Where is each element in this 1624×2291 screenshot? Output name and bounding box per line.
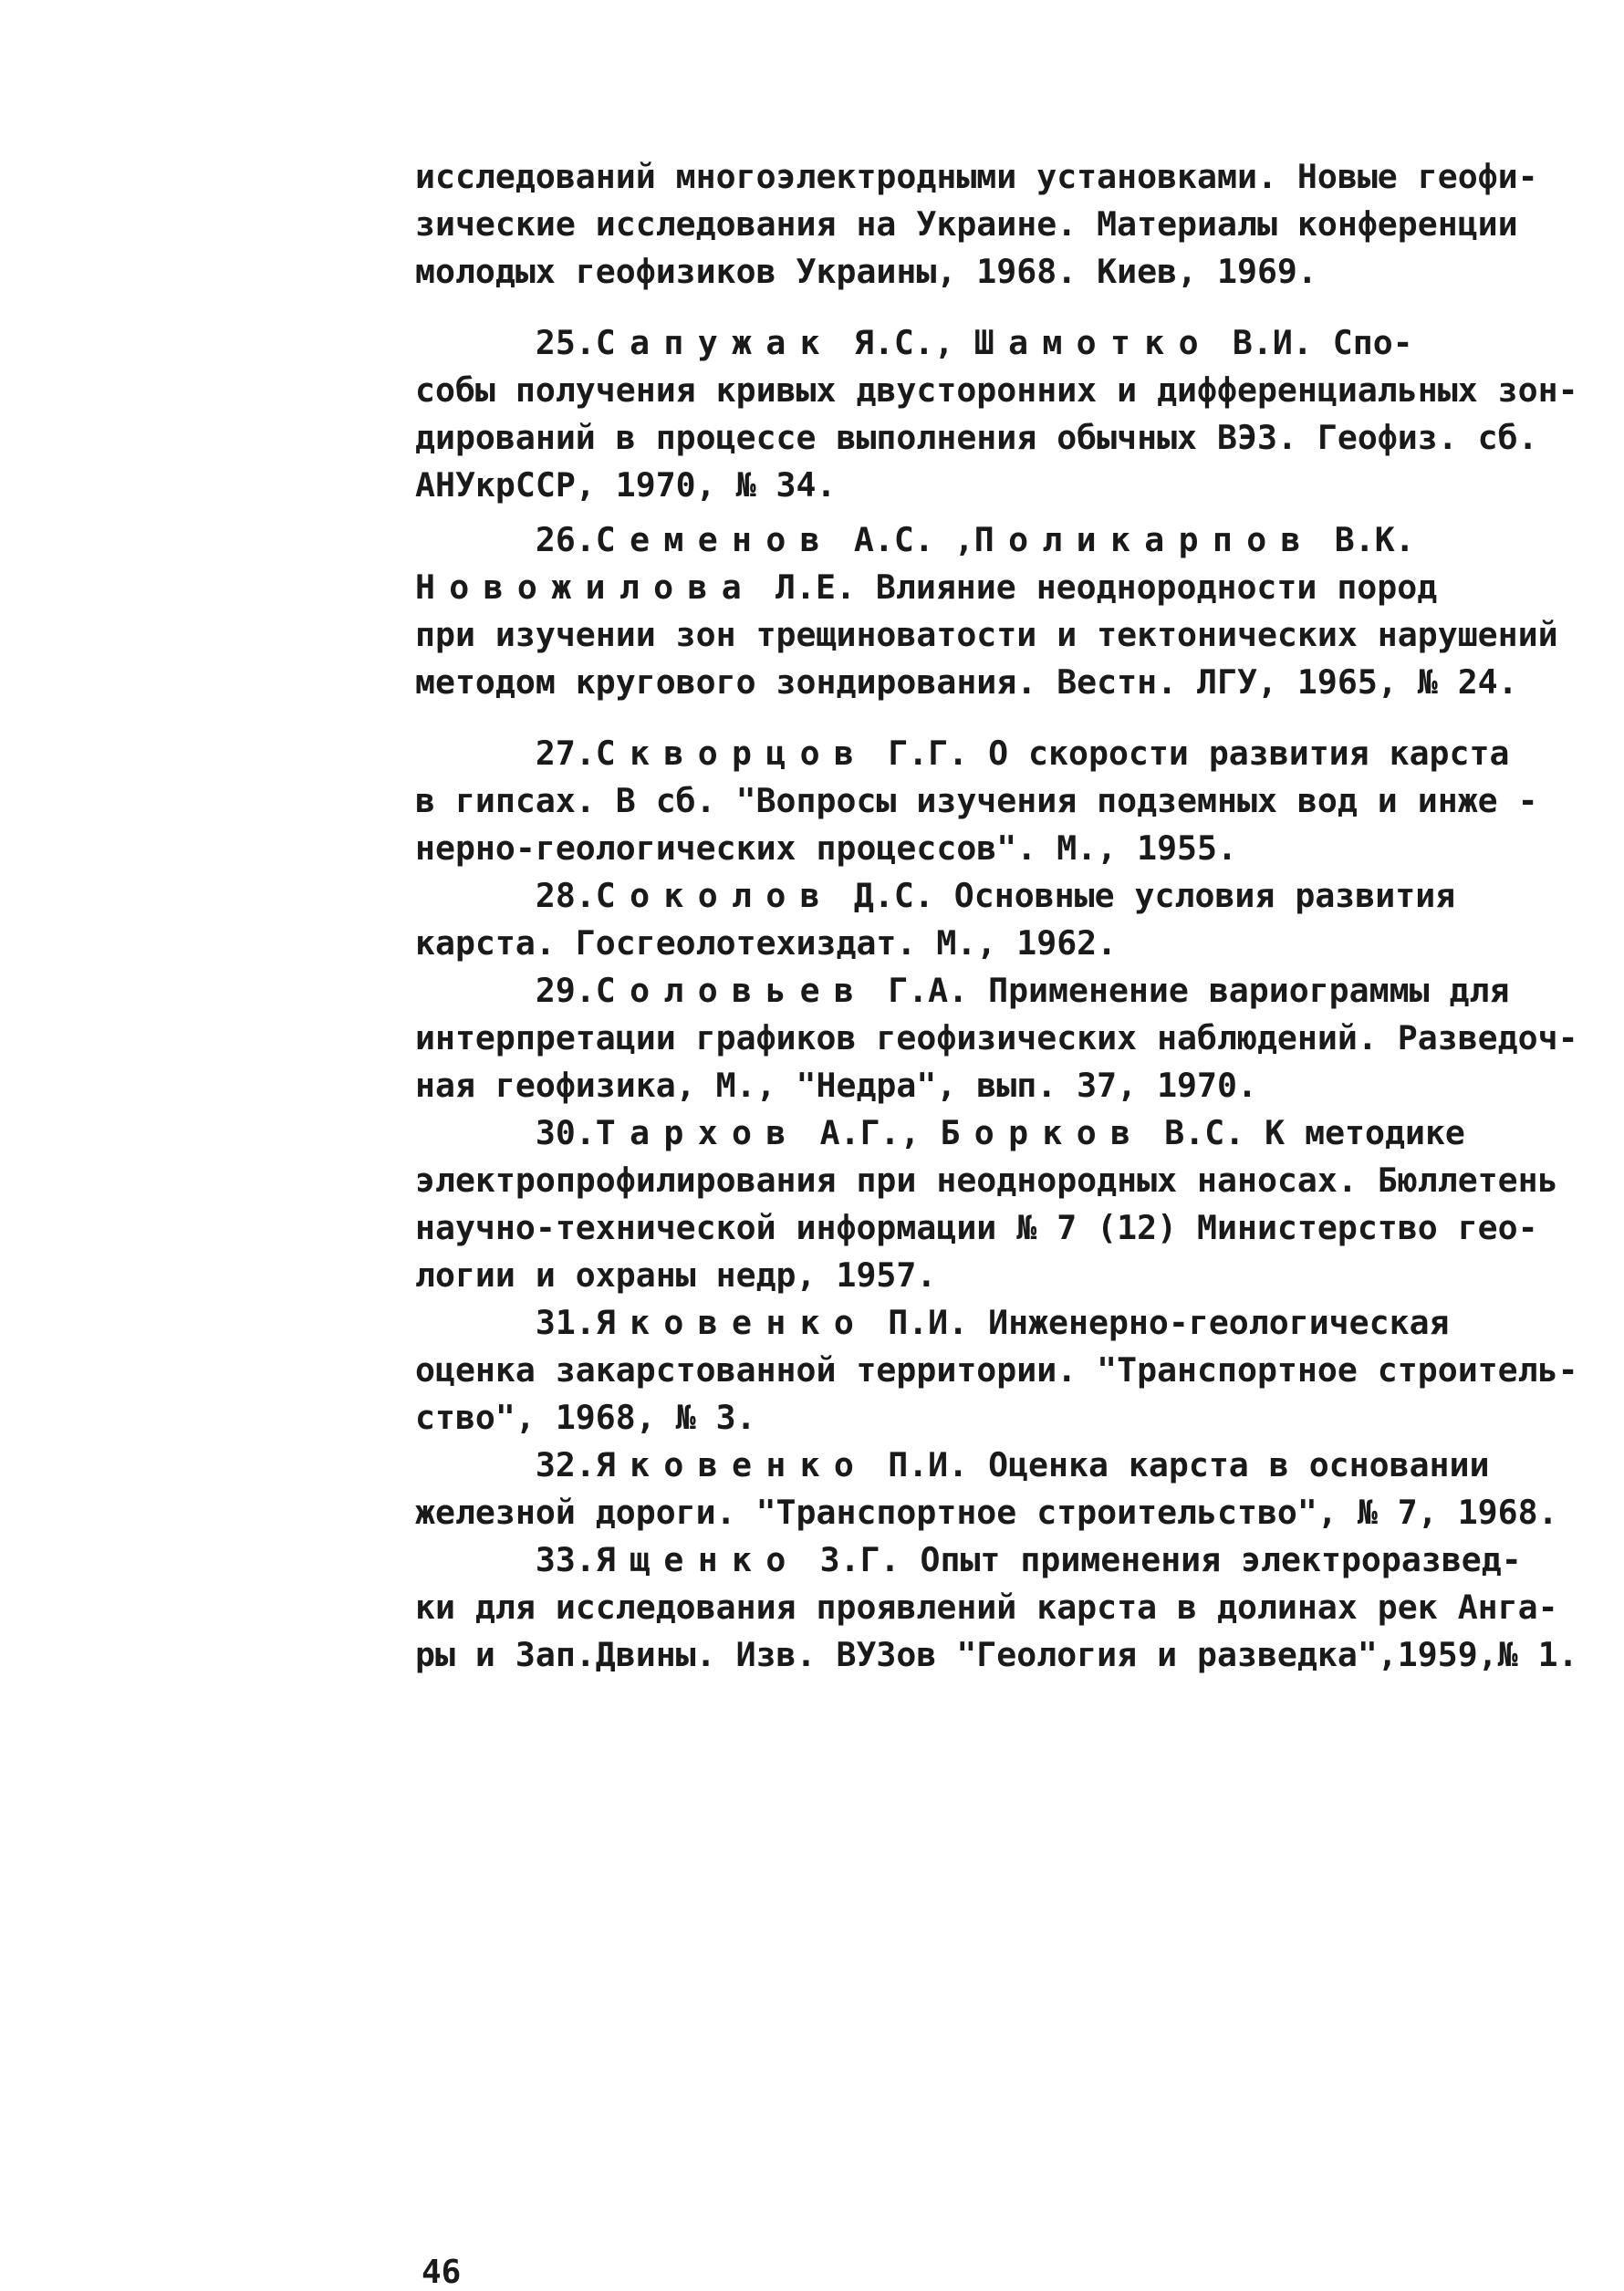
- text-line: ство", 1968, № 3.: [415, 1398, 756, 1437]
- text-line: карста. Госгеолотехиздат. М., 1962.: [415, 923, 1118, 963]
- reference-number: 28.: [535, 876, 596, 915]
- reference-author: Семенов: [595, 520, 834, 559]
- text-line: исследований многоэлектродными установками. Новые геофи-: [415, 157, 1538, 196]
- reference-first-line: [415, 1536, 1560, 1584]
- reference-entry: [415, 1536, 1578, 1679]
- reference-author: Сапужак: [595, 323, 834, 362]
- text-line: интерпретации графиков геофизических наблюдений. Разведоч-: [415, 1018, 1578, 1057]
- reference-number: 33.: [535, 1540, 596, 1579]
- reference-number: 27.: [535, 734, 596, 773]
- text-line: ки для исследования проявлений карста в долинах рек Анга-: [415, 1588, 1558, 1627]
- text-line: молодых геофизиков Украины, 1968. Киев, 1969.: [415, 252, 1317, 291]
- reference-initials: А.Г.,: [799, 1113, 941, 1152]
- reference-author: Яковенко: [595, 1303, 869, 1342]
- reference-author: Шамотко: [973, 323, 1213, 362]
- reference-author: Тархов: [595, 1113, 800, 1152]
- text-line: методом кругового зондирования. Вестн. ЛГУ, 1965, № 24.: [415, 662, 1518, 702]
- reference-number: 32.: [535, 1445, 596, 1484]
- paragraph-gap: [415, 509, 1560, 516]
- reference-rest: З.Г. Опыт применения электроразвед-: [799, 1540, 1522, 1579]
- reference-first-line: [415, 872, 1560, 920]
- reference-author: Соколов: [595, 876, 834, 915]
- reference-author: Ященко: [595, 1540, 800, 1579]
- reference-author: Борков: [940, 1113, 1145, 1152]
- reference-entry: [415, 1109, 1560, 1299]
- reference-rest: П.И. Оценка карста в основании: [868, 1445, 1490, 1484]
- reference-first-line: [415, 1442, 1560, 1489]
- reference-first-line: [415, 516, 1560, 564]
- text-line: ная геофизика, М., "Недра", вып. 37, 1970.: [415, 1066, 1257, 1105]
- reference-number: 30.: [535, 1113, 596, 1152]
- reference-number: 31.: [535, 1303, 596, 1342]
- reference-list: [415, 153, 1578, 1679]
- reference-author: Поликарпов: [973, 520, 1315, 559]
- reference-first-line: [415, 1109, 1560, 1157]
- reference-author: Яковенко: [595, 1445, 869, 1484]
- reference-initials: В.К.: [1314, 520, 1415, 559]
- text-line: оценка закарстованной территории. "Транспортное строитель-: [415, 1350, 1578, 1390]
- reference-entry: [415, 1442, 1560, 1536]
- reference-first-line: [415, 1299, 1560, 1347]
- reference-author: Новожилова: [415, 568, 756, 607]
- text-line: дирований в процессе выполнения обычных ВЭЗ. Геофиз. сб.: [415, 418, 1538, 457]
- reference-entry: [415, 319, 1578, 509]
- paragraph-gap: [415, 296, 1560, 319]
- reference-rest: Д.С. Основные условия развития: [833, 876, 1456, 915]
- reference-number: 25.: [535, 323, 596, 362]
- reference-first-line: [415, 967, 1560, 1015]
- text-line: ры и Зап.Двины. Изв. ВУЗов "Геология и разведка",1959,№ 1.: [415, 1635, 1578, 1674]
- text-line: АНУкрССР, 1970, № 34.: [415, 465, 837, 505]
- reference-rest: Г.А. Применение вариограммы для: [868, 971, 1510, 1010]
- text-line: научно-технической информации № 7 (12) Министерство гео-: [415, 1208, 1538, 1247]
- text-line: электропрофилирования при неоднородных наносах. Бюллетень: [415, 1161, 1558, 1200]
- text-line: при изучении зон трещиноватости и тектонических нарушений: [415, 615, 1558, 654]
- reference-entry: [415, 1299, 1578, 1442]
- reference-first-line: [415, 730, 1560, 777]
- text-line: зические исследования на Украине. Материалы конференции: [415, 204, 1518, 244]
- reference-number: 26.: [535, 520, 596, 559]
- reference-initials: В.С. К методике: [1144, 1113, 1465, 1152]
- text-line: в гипсах. В сб. "Вопросы изучения подземных вод и инже -: [415, 781, 1538, 820]
- reference-author: Скворцов: [595, 734, 869, 773]
- text-fragment: Л.Е. Влияние неоднородности пород: [755, 568, 1438, 607]
- reference-initials: А.С. ,: [833, 520, 974, 559]
- text-line: [415, 564, 1560, 611]
- reference-entry: [415, 730, 1560, 872]
- continuation-paragraph: [415, 153, 1560, 296]
- reference-author: Соловьев: [595, 971, 869, 1010]
- reference-initials: Я.С.,: [833, 323, 974, 362]
- paragraph-gap: [415, 706, 1560, 730]
- text-line: собы получения кривых двусторонних и дифференциальных зон-: [415, 370, 1578, 410]
- reference-initials: В.И. Спо-: [1212, 323, 1413, 362]
- reference-rest: П.И. Инженерно-геологическая: [868, 1303, 1450, 1342]
- reference-rest: Г.Г. О скорости развития карста: [868, 734, 1510, 773]
- text-line: логии и охраны недр, 1957.: [415, 1255, 937, 1295]
- reference-entry: [415, 967, 1578, 1109]
- reference-first-line: [415, 319, 1560, 367]
- reference-number: 29.: [535, 971, 596, 1010]
- reference-entry: [415, 872, 1560, 967]
- reference-entry: [415, 516, 1560, 706]
- text-line: нерно-геологических процессов". М., 1955.: [415, 828, 1237, 868]
- text-line: железной дороги. "Транспортное строительство", № 7, 1968.: [415, 1493, 1558, 1532]
- page-number: 46: [422, 2254, 462, 2291]
